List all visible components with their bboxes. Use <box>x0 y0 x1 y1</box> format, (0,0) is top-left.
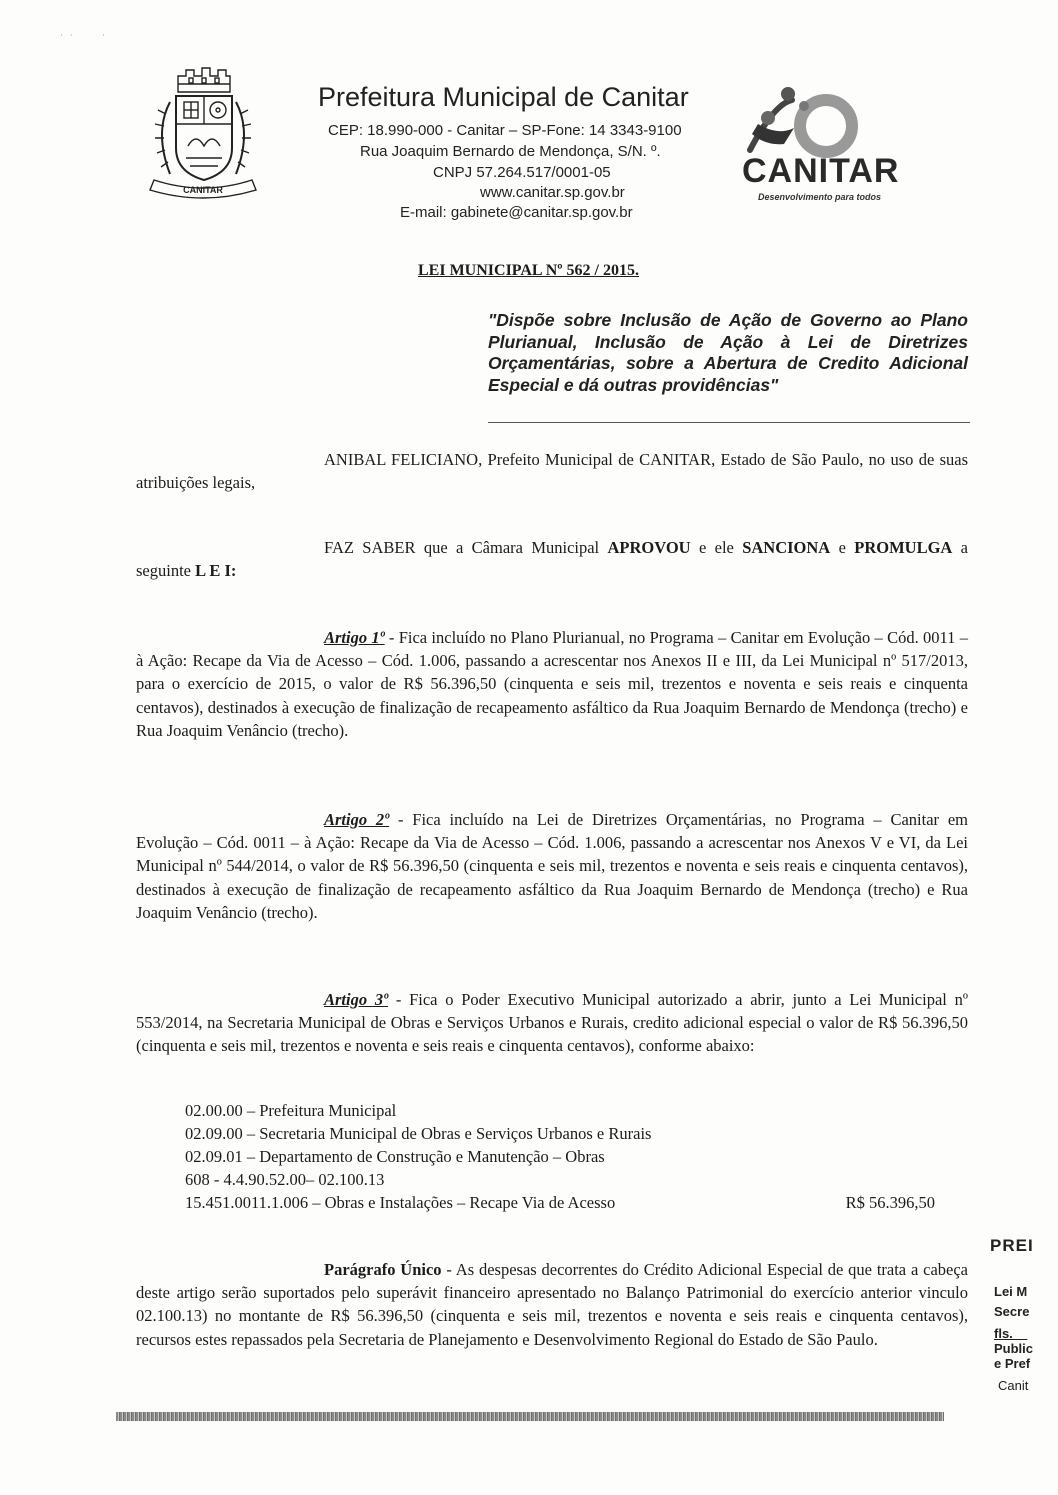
faz-saber-text-4: a seguinte <box>136 538 969 581</box>
budget-line-text: 15.451.0011.1.006 – Obras e Instalações – Recape Via de Acesso <box>185 1193 616 1212</box>
faz-saber-sanciona: SANCIONA <box>742 538 831 557</box>
scan-specks: · · · <box>60 30 105 40</box>
faz-saber-lei: L E I: <box>195 561 237 581</box>
edge-stamp-line: Lei M <box>994 1284 1028 1299</box>
budget-line <box>185 1191 945 1214</box>
canitar-logo-tagline: Desenvolvimento para todos <box>758 192 882 202</box>
faz-saber-aprovou: APROVOU <box>607 538 691 557</box>
intro-paragraph <box>136 448 968 494</box>
edge-stamp-line: Canit <box>998 1378 1029 1393</box>
faz-saber-paragraph <box>136 536 968 582</box>
edge-stamp-line: e Pref <box>994 1356 1031 1371</box>
article-2 <box>136 808 968 924</box>
budget-line-text: 02.09.01 – Departamento de Construção e Manutenção – Obras <box>185 1147 605 1166</box>
edge-stamp-line: Secre <box>994 1304 1030 1319</box>
article-3-text: - Fica o Poder Executivo Municipal autorizado a abrir, junto a Lei Municipal nº 553/2014, na Secretaria Municipal de Obras e Serviços Urbanos e Rurais, credito adicional especial o valor de R$ 56.396,50 (cinquenta e seis mil, trezentos e noventa e seis reais e cinquenta centavos), conforme abaixo: <box>136 990 968 1056</box>
header-email: E-mail: gabinete@canitar.sp.gov.br <box>400 204 633 221</box>
faz-saber-promulga: PROMULGA <box>854 538 953 557</box>
budget-line <box>185 1168 945 1191</box>
law-title: LEI MUNICIPAL Nº 562 / 2015. <box>418 262 639 279</box>
budget-line-text: 02.00.00 – Prefeitura Municipal <box>185 1101 397 1120</box>
budget-line <box>185 1145 945 1168</box>
article-1-text: - Fica incluído no Plano Plurianual, no Programa – Canitar em Evolução – Cód. 0011 – à Ação: Recape da Via de Acesso – Cód. 1.006, passando a acrescentar nos Anexos II e III, da Lei Municipal nº 517/2013, para o exercício de 2015, o valor de R$ 56.396,50 (cinquenta e seis mil, trezentos e noventa e seis reais e cinquenta centavos), destinados à execução de finalização de recapeamento asfáltico da Rua Joaquim Bernardo de Mendonça (trecho) e Rua Joaquim Venâncio (trecho). <box>136 628 968 740</box>
budget-value: R$ 56.396,50 <box>845 1193 935 1212</box>
paragrafo-unico <box>136 1258 968 1351</box>
org-title: Prefeitura Municipal de Canitar <box>318 82 689 112</box>
crest-ribbon-label: CANITAR <box>183 185 223 195</box>
edge-stamp-line: Public <box>994 1341 1034 1356</box>
article-2-label: Artigo 2º <box>324 810 390 829</box>
faz-saber-text-3: e <box>830 538 855 557</box>
canitar-logo-text: CANITAR <box>742 152 900 190</box>
municipal-crest-icon <box>140 62 266 204</box>
footer-rule <box>116 1412 944 1421</box>
header-cep-phone: CEP: 18.990-000 - Canitar – SP-Fone: 14 3343-9100 <box>328 122 682 139</box>
edge-stamp-line: PREI <box>990 1236 1034 1255</box>
budget-line <box>185 1122 945 1145</box>
header-address: Rua Joaquim Bernardo de Mendonça, S/N. º. <box>360 143 661 160</box>
paragrafo-unico-text: - As despesas decorrentes do Crédito Adicional Especial de que trata a cabeça deste artigo serão suportados pelo superávit financeiro apresentado no Balanço Patrimonial do exercício anterior vinculo 02.100.13) no montante de R$ 56.396,50 (cinquenta e seis mil, trezentos e noventa e seis reais e cinquenta centavos), recursos estes repassados pela Secretaria de Planejamento e Desenvolvimento Regional do Estado de São Paulo. <box>136 1260 968 1349</box>
article-1-label: Artigo 1º <box>324 628 385 647</box>
header-cnpj: CNPJ 57.264.517/0001-05 <box>433 164 611 181</box>
article-1 <box>136 626 968 742</box>
budget-line <box>185 1099 945 1122</box>
intro-text: ANIBAL FELICIANO, Prefeito Municipal de CANITAR, Estado de São Paulo, no uso de suas atribuições legais, <box>136 450 968 493</box>
paragrafo-unico-label: Parágrafo Único <box>324 1260 442 1279</box>
article-3-label: Artigo 3º <box>324 990 389 1009</box>
budget-line-text: 608 - 4.4.90.52.00– 02.100.13 <box>185 1170 385 1189</box>
header-website: www.canitar.sp.gov.br <box>480 184 625 201</box>
edge-stamp-line: fls.__ <box>994 1326 1028 1341</box>
canitar-logo-icon <box>744 84 864 160</box>
faz-saber-text-2: e ele <box>690 538 743 557</box>
ementa-underline <box>488 422 970 423</box>
ementa: "Dispõe sobre Inclusão de Ação de Governo ao Plano Plurianual, Inclusão de Ação à Lei de Diretrizes Orçamentárias, sobre a Abertura de Credito Adicional Especial e dá outras providências" <box>488 310 968 395</box>
budget-allocation-list <box>185 1099 945 1214</box>
faz-saber-text-1: FAZ SABER que a Câmara Municipal <box>324 538 608 557</box>
article-2-text: - Fica incluído na Lei de Diretrizes Orçamentárias, no Programa – Canitar em Evolução – Cód. 0011 – à Ação: Recape da Via de Acesso – Cód. 1.006, passando a acrescentar nos Anexos V e VI, da Lei Municipal nº 544/2014, o valor de R$ 56.396,50 (cinquenta e seis mil, trezentos e noventa e seis reais e cinquenta centavos), destinados à execução de finalização de recapeamento asfáltico da Rua Joaquim Bernardo de Mendonça (trecho) e Rua Joaquim Venâncio (trecho). <box>136 810 968 922</box>
article-3 <box>136 988 968 1058</box>
budget-line-text: 02.09.00 – Secretaria Municipal de Obras e Serviços Urbanos e Rurais <box>185 1124 652 1143</box>
